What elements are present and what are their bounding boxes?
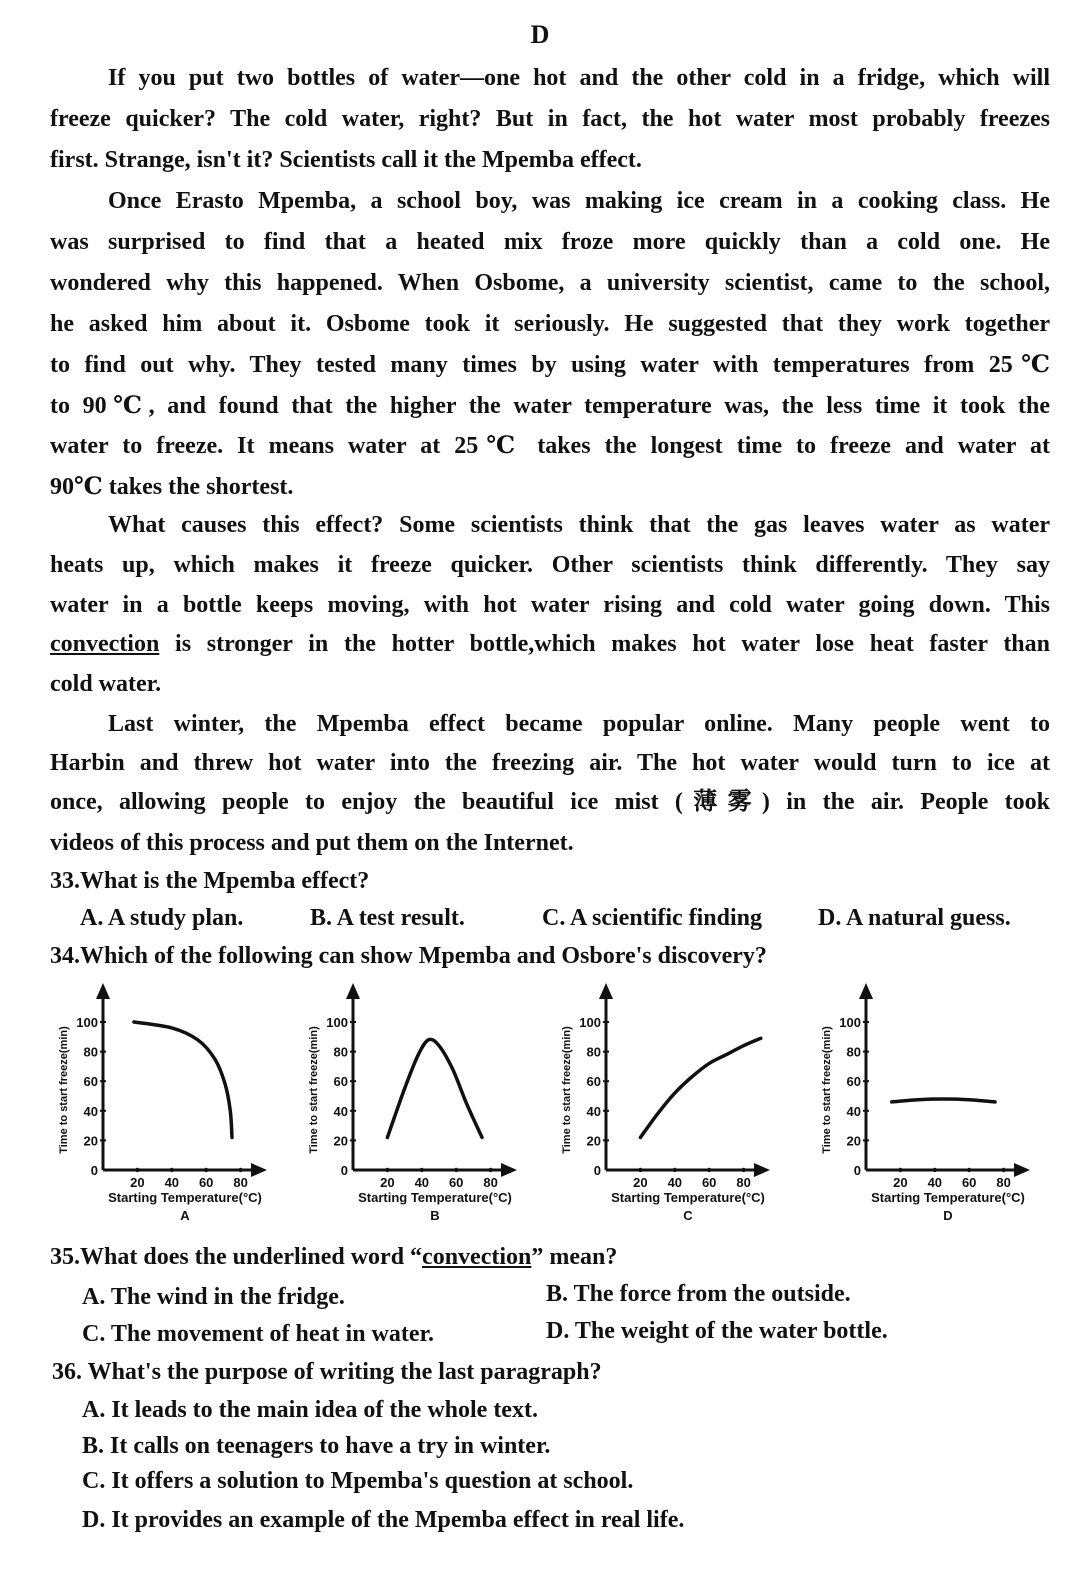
y-tick-label: 80 xyxy=(333,1044,348,1060)
y-tick-label: 0 xyxy=(593,1163,601,1178)
y-tick-label: 100 xyxy=(326,1015,348,1030)
x-tick-label: 60 xyxy=(448,1175,464,1190)
x-axis-arrow xyxy=(251,1163,267,1177)
q33-option-b[interactable]: B. A test result. xyxy=(310,905,465,931)
y-tick-label: 20 xyxy=(83,1133,98,1149)
passage-line: once, allowing people to enjoy the beautiful ice mist (薄雾) in the air. People took xyxy=(50,789,1050,815)
y-tick-label: 100 xyxy=(76,1015,98,1030)
y-axis-label: Time to start freeze(min) xyxy=(821,1026,833,1154)
y-tick-label: 40 xyxy=(333,1103,348,1119)
x-tick-label: 80 xyxy=(736,1175,751,1190)
q35-stem xyxy=(50,1242,617,1272)
x-tick xyxy=(638,1168,642,1172)
section-letter: D xyxy=(530,20,550,49)
y-axis-label: Time to start freeze(min) xyxy=(308,1026,320,1154)
passage-line: convection is stronger in the hotter bottle,which makes hot water lose heat faster than xyxy=(50,631,1050,657)
passage-line: 90℃ takes the shortest. xyxy=(50,474,294,500)
q36-option-c[interactable]: C. It offers a solution to Mpemba's question at school. xyxy=(82,1468,634,1494)
data-curve xyxy=(640,1038,760,1137)
x-tick-label: 40 xyxy=(927,1175,943,1190)
q34-stem: 34.Which of the following can show Mpemba and Osbore's discovery? xyxy=(50,943,767,969)
x-axis-arrow xyxy=(1014,1163,1030,1177)
passage-line: to 90℃, and found that the higher the water temperature was, the less time it took the xyxy=(50,393,1050,419)
y-tick-label: 40 xyxy=(846,1103,861,1119)
y-axis-arrow xyxy=(599,983,613,999)
x-tick-label: 40 xyxy=(667,1175,683,1190)
x-tick xyxy=(673,1168,677,1172)
passage-line: videos of this process and put them on the Internet. xyxy=(50,830,574,856)
x-tick-label: 40 xyxy=(164,1175,180,1190)
x-tick xyxy=(135,1168,139,1172)
x-tick xyxy=(707,1168,711,1172)
x-tick xyxy=(238,1168,242,1172)
y-tick-label: 80 xyxy=(846,1044,861,1060)
x-tick xyxy=(488,1168,492,1172)
x-tick xyxy=(741,1168,745,1172)
x-tick xyxy=(1001,1168,1005,1172)
x-tick xyxy=(204,1168,208,1172)
x-tick-label: 20 xyxy=(380,1175,395,1190)
x-tick-label: 40 xyxy=(414,1175,430,1190)
x-axis-label: Starting Temperature(°C) xyxy=(108,1190,262,1205)
passage-line: If you put two bottles of water—one hot and the other cold in a fridge, which will xyxy=(108,65,1050,91)
x-tick-label: 60 xyxy=(701,1175,717,1190)
y-axis-arrow xyxy=(96,983,110,999)
passage-line: wondered why this happened. When Osbome, a university scientist, came to the school, xyxy=(50,270,1050,296)
x-tick xyxy=(170,1168,174,1172)
q35-option-a[interactable]: A. The wind in the fridge. xyxy=(82,1284,345,1310)
x-tick-label: 20 xyxy=(633,1175,648,1190)
x-tick xyxy=(420,1168,424,1172)
q33-option-a[interactable]: A. A study plan. xyxy=(80,905,244,931)
chart-label: B xyxy=(430,1208,440,1223)
y-tick-label: 20 xyxy=(846,1133,861,1149)
x-tick-label: 80 xyxy=(233,1175,248,1190)
chart-a xyxy=(45,975,305,1235)
q33-option-d[interactable]: D. A natural guess. xyxy=(818,905,1011,931)
passage-line: water to freeze. It means water at 25℃ takes the longest time to freeze and water at xyxy=(50,433,1050,459)
y-tick-label: 0 xyxy=(853,1163,861,1178)
y-tick-label: 60 xyxy=(846,1074,861,1090)
y-tick-label: 20 xyxy=(333,1133,348,1149)
q35-underlined-word: convection xyxy=(422,1244,532,1270)
q33-stem: 33.What is the Mpemba effect? xyxy=(50,868,370,894)
passage-line: cold water. xyxy=(50,671,162,697)
y-axis-arrow xyxy=(859,983,873,999)
x-tick-label: 80 xyxy=(483,1175,498,1190)
x-tick-label: 80 xyxy=(996,1175,1011,1190)
q35-option-d[interactable]: D. The weight of the water bottle. xyxy=(546,1318,888,1344)
chart-label: A xyxy=(180,1208,190,1223)
passage-line: first. Strange, isn't it? Scientists call it the Mpemba effect. xyxy=(50,147,642,173)
x-tick xyxy=(967,1168,971,1172)
passage-line: Harbin and threw hot water into the freezing air. The hot water would turn to ice at xyxy=(50,750,1050,776)
x-tick-label: 20 xyxy=(130,1175,145,1190)
data-curve xyxy=(134,1022,232,1137)
q35-option-b[interactable]: B. The force from the outside. xyxy=(546,1281,851,1307)
passage-line: he asked him about it. Osbome took it seriously. He suggested that they work together xyxy=(50,311,1050,337)
x-tick xyxy=(898,1168,902,1172)
chart-label: D xyxy=(943,1208,953,1223)
x-axis-label: Starting Temperature(°C) xyxy=(871,1190,1025,1205)
passage-line: What causes this effect? Some scientists think that the gas leaves water as water xyxy=(108,512,1050,538)
data-curve xyxy=(387,1039,482,1137)
y-tick-label: 100 xyxy=(839,1015,861,1030)
passage-line: to find out why. They tested many times by using water with temperatures from 25℃ xyxy=(50,352,1050,378)
y-axis-label: Time to start freeze(min) xyxy=(58,1026,70,1154)
y-axis-label: Time to start freeze(min) xyxy=(561,1026,573,1154)
q35-stem-after: ” mean? xyxy=(531,1244,618,1270)
x-tick xyxy=(385,1168,389,1172)
q35-stem-before: 35.What does the underlined word “ xyxy=(50,1244,423,1270)
y-tick-label: 80 xyxy=(586,1044,601,1060)
data-curve xyxy=(892,1099,995,1102)
y-axis-arrow xyxy=(346,983,360,999)
q36-option-a[interactable]: A. It leads to the main idea of the whole text. xyxy=(82,1397,538,1423)
passage-line: Once Erasto Mpemba, a school boy, was making ice cream in a cooking class. He xyxy=(108,188,1050,214)
x-tick-label: 20 xyxy=(893,1175,908,1190)
x-axis-label: Starting Temperature(°C) xyxy=(611,1190,765,1205)
y-tick-label: 80 xyxy=(83,1044,98,1060)
chart-label: C xyxy=(683,1208,693,1223)
x-tick-label: 60 xyxy=(198,1175,214,1190)
y-tick-label: 0 xyxy=(90,1163,98,1178)
y-tick-label: 60 xyxy=(586,1074,601,1090)
q36-option-d[interactable]: D. It provides an example of the Mpemba effect in real life. xyxy=(82,1507,685,1533)
y-tick-label: 60 xyxy=(83,1074,98,1090)
y-tick-label: 20 xyxy=(586,1133,601,1149)
y-tick-label: 100 xyxy=(579,1015,601,1030)
x-axis-arrow xyxy=(754,1163,770,1177)
y-tick-label: 60 xyxy=(333,1074,348,1090)
chart-d xyxy=(808,975,1068,1235)
q35-option-c[interactable]: C. The movement of heat in water. xyxy=(82,1321,434,1347)
q36-stem: 36. What's the purpose of writing the last paragraph? xyxy=(52,1359,602,1385)
y-tick-label: 40 xyxy=(83,1103,98,1119)
x-tick xyxy=(454,1168,458,1172)
chart-c xyxy=(548,975,808,1235)
passage-line: heats up, which makes it freeze quicker. Other scientists think differently. They say xyxy=(50,552,1050,578)
passage-line: was surprised to find that a heated mix froze more quickly than a cold one. He xyxy=(50,229,1050,255)
passage-line: freeze quicker? The cold water, right? But in fact, the hot water most probably freezes xyxy=(50,106,1050,132)
underlined-word-convection: convection xyxy=(50,631,160,657)
x-axis-arrow xyxy=(501,1163,517,1177)
q33-option-c[interactable]: C. A scientific finding xyxy=(542,905,763,931)
x-tick-label: 60 xyxy=(961,1175,977,1190)
passage-line: Last winter, the Mpemba effect became popular online. Many people went to xyxy=(108,711,1050,737)
y-tick-label: 0 xyxy=(340,1163,348,1178)
x-tick xyxy=(933,1168,937,1172)
q36-option-b[interactable]: B. It calls on teenagers to have a try in winter. xyxy=(82,1433,551,1459)
y-tick-label: 40 xyxy=(586,1103,601,1119)
chart-b xyxy=(295,975,555,1235)
x-axis-label: Starting Temperature(°C) xyxy=(358,1190,512,1205)
passage-line: water in a bottle keeps moving, with hot water rising and cold water going down. This xyxy=(50,592,1050,618)
